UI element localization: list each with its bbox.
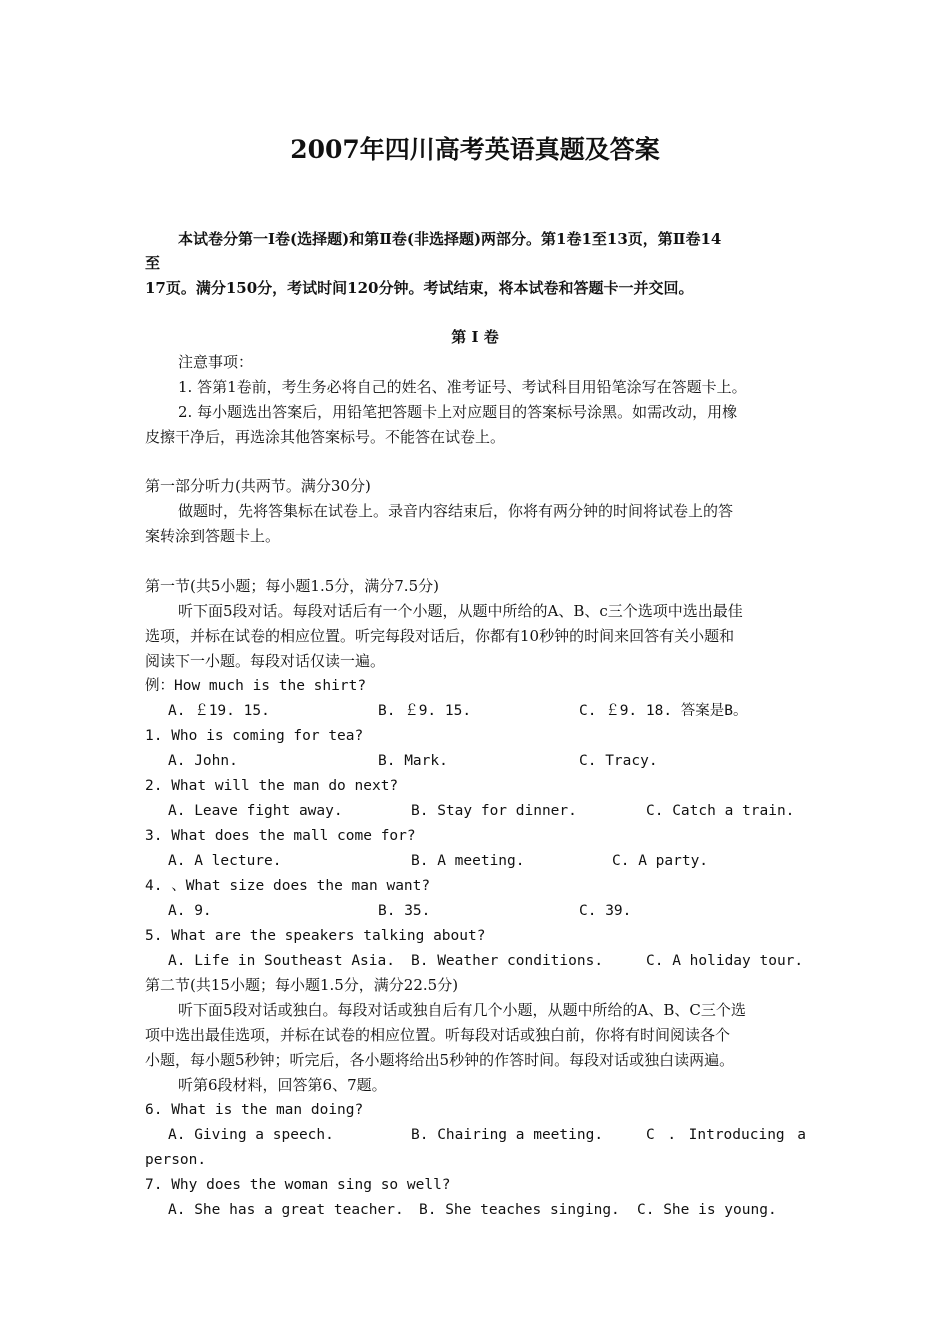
question-4-option-a: A. 9. (168, 903, 212, 919)
intro-line-2: 至 (145, 254, 161, 272)
question-6-option-c-word-2: a (797, 1127, 806, 1143)
question-3: 3. What does the mall come for? (145, 828, 416, 844)
example-option-a: A. ￡19. 15. (168, 703, 270, 719)
section2-material-note: 听第6段材料，回答第6、7题。 (178, 1076, 387, 1094)
question-1-option-b: B. Mark. (378, 753, 448, 769)
question-2-option-a: A. Leave fight away. (168, 803, 343, 819)
question-5-option-b: B. Weather conditions. (411, 953, 604, 969)
question-7: 7. Why does the woman sing so well? (145, 1177, 451, 1193)
question-4-option-c: C. 39. (579, 903, 632, 919)
section1-desc-line-3: 阅读下一小题。每段对话仅读一遍。 (145, 652, 386, 670)
question-1-option-a: A. John. (168, 753, 238, 769)
question-7-option-b: B. She teaches singing. (419, 1202, 620, 1218)
question-5-option-c: C. A holiday tour. (646, 953, 804, 969)
question-6-option-c (646, 1125, 806, 1145)
question-3-option-b: B. A meeting. (411, 853, 525, 869)
intro-line-1: 本试卷分第一Ⅰ卷(选择题)和第Ⅱ卷(非选择题)两部分。第1卷1至13页，第Ⅱ卷14 (178, 230, 722, 248)
question-3-option-c: C. A party. (612, 853, 709, 869)
question-5: 5. What are the speakers talking about? (145, 928, 486, 944)
question-4-option-b: B. 35. (378, 903, 431, 919)
question-4: 4. 、What size does the man want? (145, 878, 431, 894)
section1-desc-line-1: 听下面5段对话。每段对话后有一个小题，从题中所给的A、B、c三个选项中选出最佳 (178, 602, 743, 620)
question-6: 6. What is the man doing? (145, 1102, 364, 1118)
question-6-option-c-word-1: Introducing (688, 1127, 785, 1143)
question-6-option-b: B. Chairing a meeting. (411, 1127, 604, 1143)
volume-title: 第 I 卷 (451, 328, 499, 346)
question-2: 2. What will the man do next? (145, 778, 399, 794)
question-2-option-b: B. Stay for dinner. (411, 803, 577, 819)
section2-heading: 第二节(共15小题；每小题1.5分，满分22.5分) (145, 976, 459, 994)
intro-line-3: 17页。满分150分，考试时间120分钟。考试结束，将本试卷和答题卡一并交回。 (145, 279, 694, 297)
question-6-option-c-letter: C (646, 1127, 655, 1143)
section2-desc-line-3: 小题，每小题5秒钟；听完后，各小题将给出5秒钟的作答时间。每段对话或独白读两遍。 (145, 1051, 735, 1069)
notice-item-2-line-2: 皮擦干净后，再选涂其他答案标号。不能答在试卷上。 (145, 428, 506, 446)
notice-item-1: 1. 答第1卷前，考生务必将自己的姓名、准考证号、考试科目用铅笔涂写在答题卡上。 (178, 378, 747, 396)
part1-heading: 第一部分听力(共两节。满分30分) (145, 477, 371, 495)
question-3-option-a: A. A lecture. (168, 853, 282, 869)
section2-desc-line-2: 项中选出最佳选项，并标在试卷的相应位置。听每段对话或独白前，你将有时间阅读各个 (145, 1026, 731, 1044)
part1-desc-line-2: 案转涂到答题卡上。 (145, 527, 281, 545)
question-5-option-a: A. Life in Southeast Asia. (168, 953, 395, 969)
question-2-option-c: C. Catch a train. (646, 803, 795, 819)
example-option-c: C. ￡9. 18. 答案是B。 (579, 703, 748, 719)
question-6-option-a: A. Giving a speech. (168, 1127, 334, 1143)
part1-desc-line-1: 做题时，先将答集标在试卷上。录音内容结束后，你将有两分钟的时间将试卷上的答 (178, 502, 734, 520)
section1-heading: 第一节(共5小题；每小题1.5分，满分7.5分) (145, 577, 439, 595)
page-title: 2007年四川高考英语真题及答案 (290, 135, 660, 164)
question-7-option-a: A. She has a great teacher. (168, 1202, 404, 1218)
example-option-b: B. ￡9. 15. (378, 703, 472, 719)
question-6-option-c-dot: . (667, 1127, 677, 1143)
notice-heading: 注意事项： (178, 353, 254, 371)
example-question: 例：How much is the shirt? (145, 678, 367, 694)
question-7-option-c: C. She is young. (637, 1202, 777, 1218)
notice-item-2-line-1: 2. 每小题选出答案后，用铅笔把答题卡上对应题目的答案标号涂黑。如需改动，用橡 (178, 403, 738, 421)
question-6-option-c-continued: person. (145, 1152, 207, 1168)
section2-desc-line-1: 听下面5段对话或独白。每段对话或独自后有几个小题，从题中所给的A、B、C三个选 (178, 1001, 746, 1019)
question-1: 1. Who is coming for tea? (145, 728, 364, 744)
question-1-option-c: C. Tracy. (579, 753, 658, 769)
section1-desc-line-2: 选项，并标在试卷的相应位置。听完每段对话后，你都有10秒钟的时间来回答有关小题和 (145, 627, 735, 645)
